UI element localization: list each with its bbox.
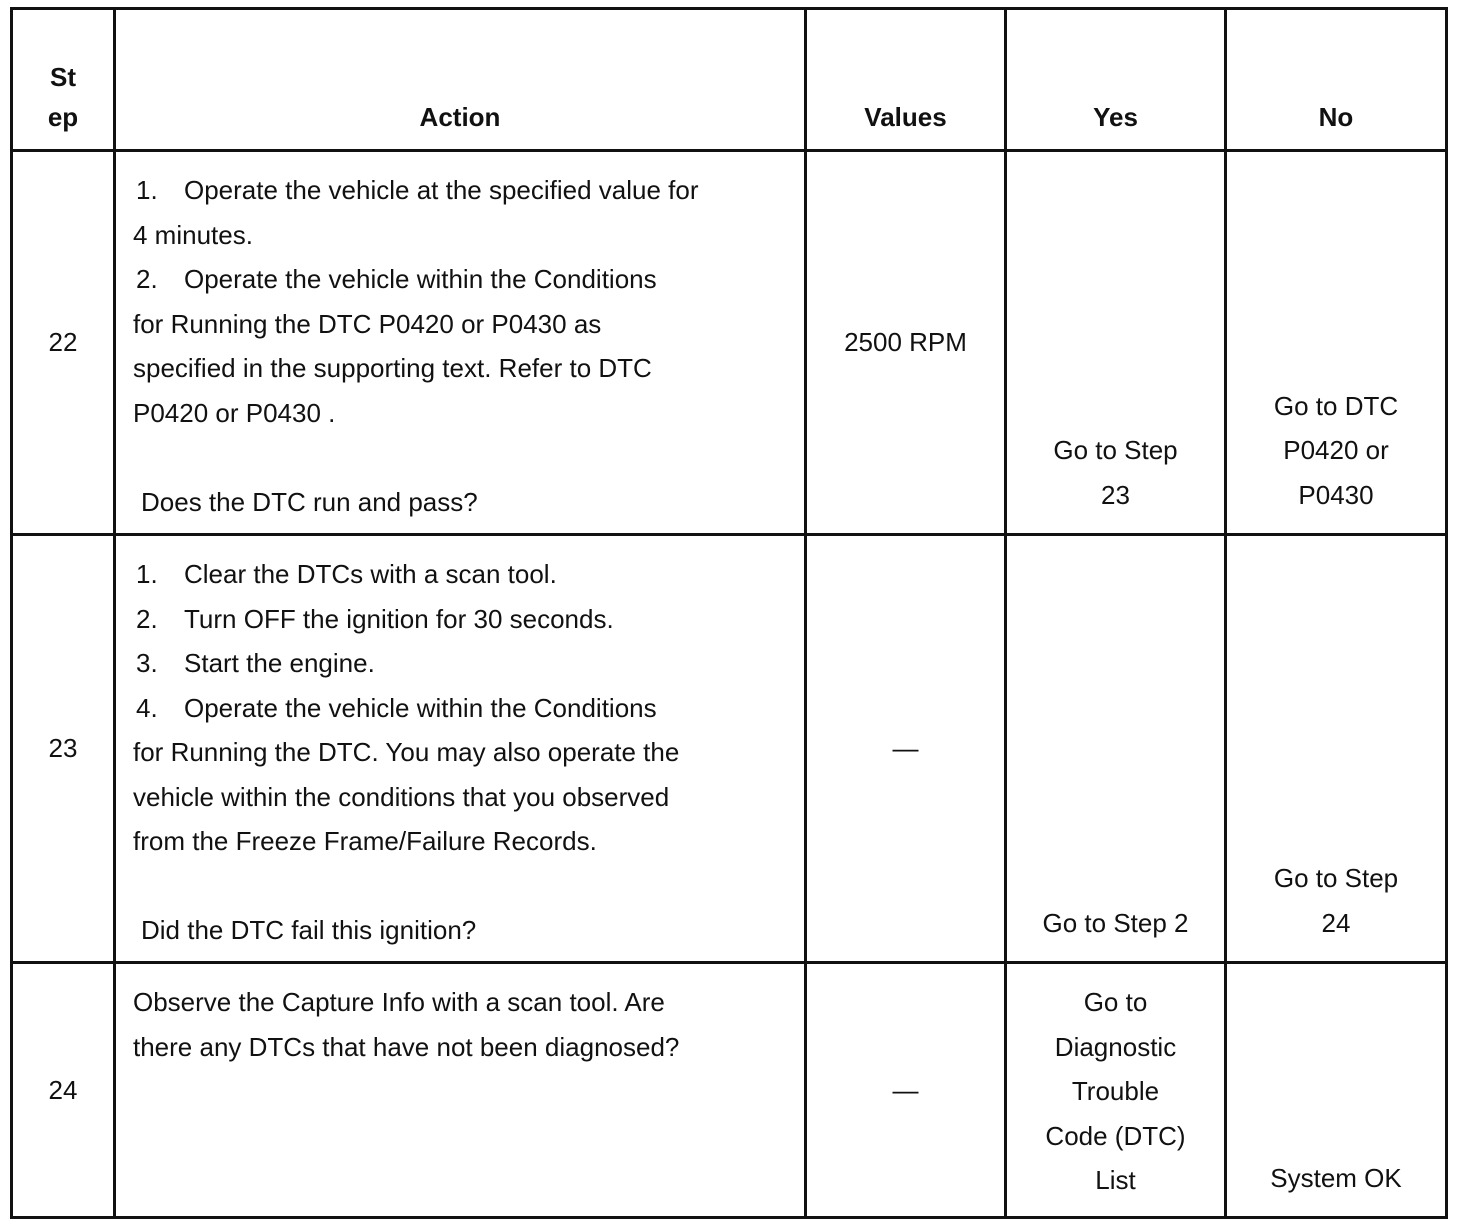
step-number: 24 (12, 963, 115, 1218)
action-item: 1. Operate the vehicle at the specified value for (136, 175, 699, 205)
action-item-continuation: vehicle within the conditions that you observed (133, 781, 670, 812)
action-question: Does the DTC run and pass? (141, 486, 478, 517)
action-question: Did the DTC fail this ignition? (141, 915, 477, 945)
action-text-line: Observe the Capture Info with a scan tool. Are (133, 987, 665, 1017)
action-item-continuation: for Running the DTC. You may also operate the (133, 737, 680, 767)
step-number: 23 (12, 535, 115, 963)
diagnostic-table (10, 7, 1448, 1219)
yes-cell: Go to Diagnostic Trouble Code (DTC) List (1006, 963, 1226, 1218)
value-cell: — (806, 963, 1006, 1218)
action-item: 3. Start the engine. (136, 648, 375, 678)
action-cell (115, 535, 806, 963)
action-text-line: there any DTCs that have not been diagnosed? (133, 1031, 680, 1062)
table-row-step-22 (12, 151, 1447, 535)
action-item: 2. Operate the vehicle within the Conditions (136, 264, 657, 294)
yes-header: Yes (1006, 9, 1226, 151)
step-number: 22 (12, 151, 115, 535)
step-header: St ep (12, 9, 115, 151)
table-row-step-24 (12, 963, 1447, 1218)
action-item: 1. Clear the DTCs with a scan tool. (136, 559, 557, 589)
no-header: No (1226, 9, 1447, 151)
action-item-continuation: from the Freeze Frame/Failure Records. (133, 826, 597, 856)
no-cell: Go to Step 24 (1226, 535, 1447, 963)
action-cell (115, 151, 806, 535)
no-cell: Go to DTC P0420 or P0430 (1226, 151, 1447, 535)
no-cell: System OK (1226, 963, 1447, 1218)
action-item: 2. Turn OFF the ignition for 30 seconds. (136, 603, 614, 634)
action-item-continuation: P0420 or P0430 . (133, 397, 336, 428)
action-item-continuation: 4 minutes. (133, 219, 253, 250)
values-header: Values (806, 9, 1006, 151)
value-cell: — (806, 535, 1006, 963)
yes-cell: Go to Step 2 (1006, 535, 1226, 963)
yes-cell: Go to Step 23 (1006, 151, 1226, 535)
header-row (12, 9, 1447, 151)
action-item-continuation: for Running the DTC P0420 or P0430 as (133, 308, 602, 339)
value-cell: 2500 RPM (806, 151, 1006, 535)
action-cell (115, 963, 806, 1218)
action-item-continuation: specified in the supporting text. Refer to DTC (133, 353, 652, 383)
action-item: 4. Operate the vehicle within the Conditions (136, 692, 657, 723)
table-row-step-23 (12, 535, 1447, 963)
action-header: Action (115, 9, 806, 151)
